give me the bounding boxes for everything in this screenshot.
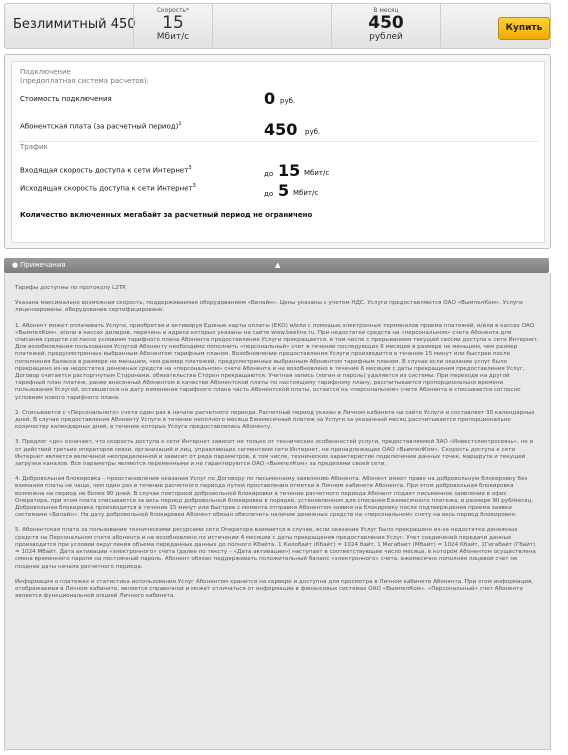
monthly-fee-value: 450: [264, 120, 298, 139]
notes-title: Примечания: [20, 261, 66, 269]
tariff-header: [4, 3, 551, 49]
connection-title: Подключение: [20, 68, 71, 76]
chevron-up-icon[interactable]: ▲: [275, 261, 281, 269]
incoming-speed-value: 15: [278, 161, 301, 180]
note-paragraph: Указана максимально возможная скорость, поддерживаемая оборудованием «Билайн». Цены указаны с учетом НДС. Услуги предоставляются ОАО «ВымпелКом». Услуги лицензированы, оборудование сертифицировано.: [15, 300, 523, 314]
price-unit: рублей: [369, 32, 403, 42]
bullet-icon: ●: [12, 261, 19, 269]
speed-unit: Мбит/с: [156, 32, 190, 42]
tariff-details-inner: [11, 61, 545, 243]
note-paragraph: Тарифы доступны по протоколу L2TP.: [15, 285, 127, 291]
incoming-speed-prefix: до: [264, 170, 274, 178]
buy-button[interactable]: Купить: [498, 17, 550, 40]
incoming-speed-label: Входящая скорость доступа к сети Интернет$^3$: [20, 165, 192, 175]
note-paragraph: 3. Предлог «до» означает, что скорость доступа к сети Интернет зависит не только от технических особенностей услуги, предоставляемой ЗАО «Инвестэлектросвязь», но и от действий третьих операторов связи, организаций и лиц, управляющих сегментами сети Интернет, не принадлежащих ОАО «ВымпелКом». Скорость доступа к сети Интернет является величиной неопределенной и зависит от ряда параметров, в том числе, технических характеристик подключения данных точек, маршрута и текущей загрузки каналов. Все параметры являются переменными и не гарантируются ОАО «ВымпелКом» за пределами своей сети.: [15, 439, 534, 468]
in-speed-footnote-mark: 3: [188, 165, 192, 171]
included-megabytes-value: не ограничено: [253, 211, 313, 219]
notes-panel: [4, 273, 551, 750]
outgoing-speed-prefix: до: [264, 190, 274, 198]
tariff-details-panel: [4, 54, 551, 249]
monthly-fee-unit: руб.: [305, 128, 321, 136]
connection-subtitle: (предоплатная система расчетов):: [20, 77, 149, 85]
note-paragraph: 2. Списывается с «Персонального» счета один раз в начале расчетного периода. Расчетный период указан в Личном кабинете на сайте Услуги и составляет 30 календарных дней. В случае предоставления Абоненту Услуги в течение неполного месяца Ежемесячный платеж за Услуги за указанный месяц рассчитывается пропорционально количеству календарных дней, в течение которых Услуга предоставлялась Абоненту.: [15, 409, 535, 431]
speed-label: Скорость*: [156, 7, 190, 14]
fee-footnote-mark: 1: [178, 121, 182, 127]
connection-cost-value: 0: [264, 89, 276, 108]
speed-value: 15: [162, 13, 184, 33]
connection-cost-label: Стоимость подключения: [20, 95, 112, 103]
included-megabytes-row: [20, 211, 312, 219]
note-paragraph: 4. Добровольная блокировка – приостановление оказания Услуг по Договору по письменному заявлению Абонента. Абонент имеет право на добровольную блокировку без взимания платы не чаще, чем один раз в течение расчетного периода путем проставления отметки в Личном кабинете Абонента. При этом добровольная блокировка возможна на период не более 90 дней. В случае повторной добровольной блокировки в течение расчетного периода Абонент подает письменное заявление в офис Оператора, при этом плата списывается за весь период добровольной блокировки в порядке, установленном для списания Ежемесячного платежа, в размере 90 руб/месяц. Добровольная блокировка производится в течение 15 минут или быстрее с момента отправки Абонентом заявки на блокировку после подтверждения приема заявки системами «Билайн». На дату добровольной блокировки Абонент обязан обеспечить наличие денежных средств на «персональном» счету на весь период блокировки.: [15, 476, 534, 519]
speed-summary: [133, 4, 213, 48]
traffic-title: Трафик: [20, 143, 48, 151]
note-paragraph: 1. Абонент может оплачивать Услуги, приобретая и активируя Единые карты оплаты (ЕКО) и/или с помощью электронных терминалов приема платежей, и/или в кассах ОАО «ВымпелКом», и/или в кассах дилеров, перечень и адреса которых указаны на сайте www.beeline.ru. При недостатке средств на «персональном» счете Абонента для списания средств согласно условиям тарифного плана Абонента предоставление Услуги прекращается, в том числе с прерыванием текущей сессии доступа к сети Интернет. Для возобновления пользования Услугой Абоненту необходимо пополнить «персональный» счет в течение последующих 6 месяцев в размере не меньшем, чем размер платежей, предусмотренных выбранным Абонентом тарифным планом. Возобновление предоставления Услуги производится в течение 15 минут или быстрее после пополнения баланса в размере не меньшем, чем размер платежей, предусмотренных выбранным Абонентом тарифным планом. В случае если оказание услуг было прекращено из-за недостатка денежных средств на «персональном» счете Абонента и не возобновлено в течение 6 месяцев с даты прекращения предоставления Услуг, Договор считается расторгнутым Сторонами, обязательства Сторон прекращаются. Учетная запись (логин и пароль) удаляется из системы. При переходе на другой тарифный план платеж, ранее внесенный Абонентом в качестве Абонентской платы по настоящему тарифному плану, рассчитывается пропорционально времени пользования Услугой, оставшегося на дату изменения тарифного плана часть Абонентской платы, остается на «персональном» счете Абонента и списывается согласно условиям нового тарифного плана.: [15, 322, 539, 401]
connection-cost-unit: руб.: [280, 97, 296, 105]
note-paragraph: Информация о платежах и статистика использования Услуг Абонентом хранится на сервере и доступна для просмотра в Личном кабинете Абонента. При этом информация, отображаемая в Личном кабинете, является справочной и может отличаться от информации в финансовых системах ОАО «ВымпелКом». «Персональный» счет Абонента является функциональной опцией Личного кабинета.: [15, 578, 533, 600]
out-speed-footnote-mark: 3: [192, 183, 196, 189]
price-summary: [331, 4, 441, 48]
incoming-speed-unit: Мбит/с: [304, 169, 330, 177]
outgoing-speed-unit: Мбит/с: [293, 189, 319, 197]
notes-toggle-bar[interactable]: [4, 258, 549, 273]
monthly-fee-label: Абонентская плата (за расчетный период)$^1$: [20, 121, 182, 131]
price-label: В месяц: [373, 7, 399, 14]
outgoing-speed-value: 5: [278, 181, 290, 200]
price-value: 450: [368, 13, 404, 33]
included-megabytes-label: Количество включенных мегабайт за расчетный период: [20, 211, 251, 219]
traffic-divider: [18, 141, 538, 142]
outgoing-speed-label: Исходящая скорость доступа к сети Интернет$^3$: [20, 183, 196, 193]
note-paragraph: 5. Абонентская плата за пользование техническими ресурсами сети Оператора взимается в случае, если оказание Услуг было прекращено из-за недостатка денежных средств на Персональном счете абонента и не возобновлено по истечении 4 месяцев с даты прекращения предоставления Услуг. Учет соединений передачи данных производится при условии округления объема переданных данных до полного Кбайта. 1 Килобайт (Кбайт) = 1024 байт, 1 Мегабайт (Мбайт) = 1024 Кбайт, 1Гигабайт (Гбайт) = 1024 Мбайт. Дата активации «электронного» счета (далее по тексту – «Дата активации») наступает в соответствующее число месяца, в котором Абонентом осуществлена смена временного пароля на постоянный пароль. Абонент обязан поддерживать положительный баланс «электронного» счета, ежемесячно пополняя лицевой счет не позднее даты начала расчетного периода.: [15, 527, 536, 570]
notes-text: [15, 285, 540, 608]
tariff-name: Безлимитный 450: [13, 17, 136, 32]
